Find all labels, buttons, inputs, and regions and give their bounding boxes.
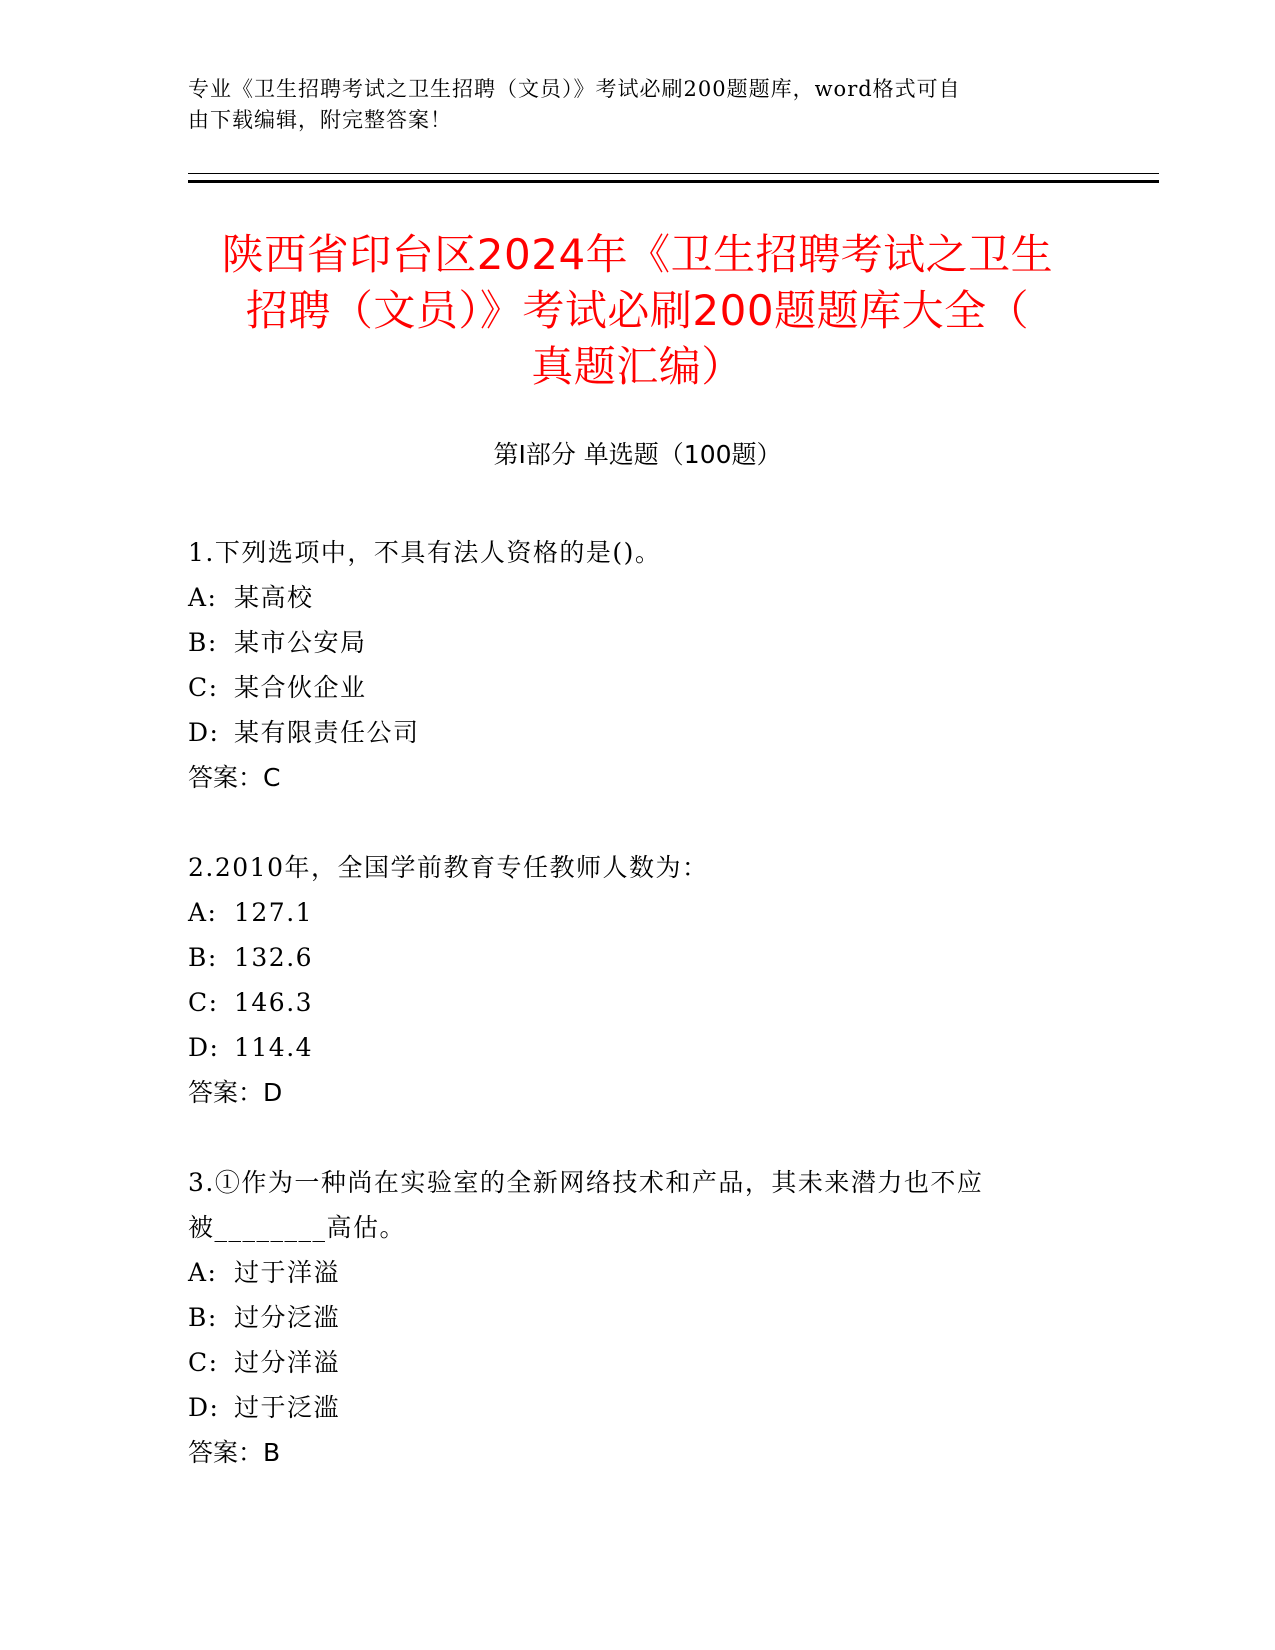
- section-heading: 第Ⅰ部分 单选题（100题）: [493, 440, 782, 469]
- intro-text: [188, 74, 1068, 136]
- answer-line: 答案：B: [188, 1438, 281, 1467]
- option-key: B:: [188, 943, 218, 972]
- option-text: 146.3: [234, 988, 314, 1017]
- question-stem-continued: 被________高估。: [188, 1213, 407, 1242]
- option-c: [188, 665, 1088, 710]
- option-text: 某有限责任公司: [234, 718, 420, 747]
- option-text: 某合伙企业: [234, 673, 367, 702]
- option-b: [188, 1295, 1088, 1340]
- intro-line-2: 由下载编辑，附完整答案！: [188, 108, 452, 132]
- answer-line: 答案：D: [188, 1078, 283, 1107]
- option-a: [188, 890, 1088, 935]
- option-key: D:: [188, 1033, 220, 1062]
- option-text: 过分洋溢: [234, 1348, 341, 1377]
- option-a: [188, 1250, 1088, 1295]
- header-divider-thin: [188, 173, 1159, 174]
- option-b: [188, 935, 1088, 980]
- option-text: 某高校: [234, 583, 314, 612]
- document-title: [150, 227, 1125, 395]
- intro-line-1: 专业《卫生招聘考试之卫生招聘（文员）》考试必刷200题题库，word格式可自: [188, 77, 961, 101]
- option-text: 过于泛滥: [234, 1393, 341, 1422]
- option-key: C:: [188, 988, 219, 1017]
- question-3: [188, 1160, 1088, 1475]
- answer-line: 答案：C: [188, 763, 281, 792]
- option-key: A:: [188, 583, 218, 612]
- question-1: [188, 530, 1088, 800]
- option-c: [188, 980, 1088, 1025]
- option-key: D:: [188, 718, 220, 747]
- option-text: 某市公安局: [234, 628, 367, 657]
- option-c: [188, 1340, 1088, 1385]
- option-d: [188, 1385, 1088, 1430]
- option-key: D:: [188, 1393, 220, 1422]
- option-d: [188, 1025, 1088, 1070]
- option-b: [188, 620, 1088, 665]
- option-text: 过于洋溢: [234, 1258, 341, 1287]
- question-stem: 2.2010年，全国学前教育专任教师人数为：: [188, 853, 709, 882]
- title-line-1: 陕西省印台区2024年《卫生招聘考试之卫生: [221, 230, 1054, 279]
- option-key: A:: [188, 898, 218, 927]
- option-key: B:: [188, 628, 218, 657]
- question-stem: 3.①作为一种尚在实验室的全新网络技术和产品，其未来潜力也不应: [188, 1168, 984, 1197]
- header-divider-thick: [188, 180, 1159, 183]
- option-text: 过分泛滥: [234, 1303, 341, 1332]
- question-list: [188, 530, 1088, 1520]
- option-d: [188, 710, 1088, 755]
- title-line-3: 真题汇编）: [531, 342, 744, 391]
- option-key: B:: [188, 1303, 218, 1332]
- title-line-2: 招聘（文员）》考试必刷200题题库大全（: [245, 286, 1030, 335]
- question-2: [188, 845, 1088, 1115]
- option-text: 132.6: [234, 943, 314, 972]
- option-key: C:: [188, 1348, 219, 1377]
- option-text: 114.4: [234, 1033, 314, 1062]
- question-stem: 1.下列选项中，不具有法人资格的是()。: [188, 538, 662, 567]
- option-key: C:: [188, 673, 219, 702]
- option-text: 127.1: [234, 898, 314, 927]
- option-key: A:: [188, 1258, 218, 1287]
- option-a: [188, 575, 1088, 620]
